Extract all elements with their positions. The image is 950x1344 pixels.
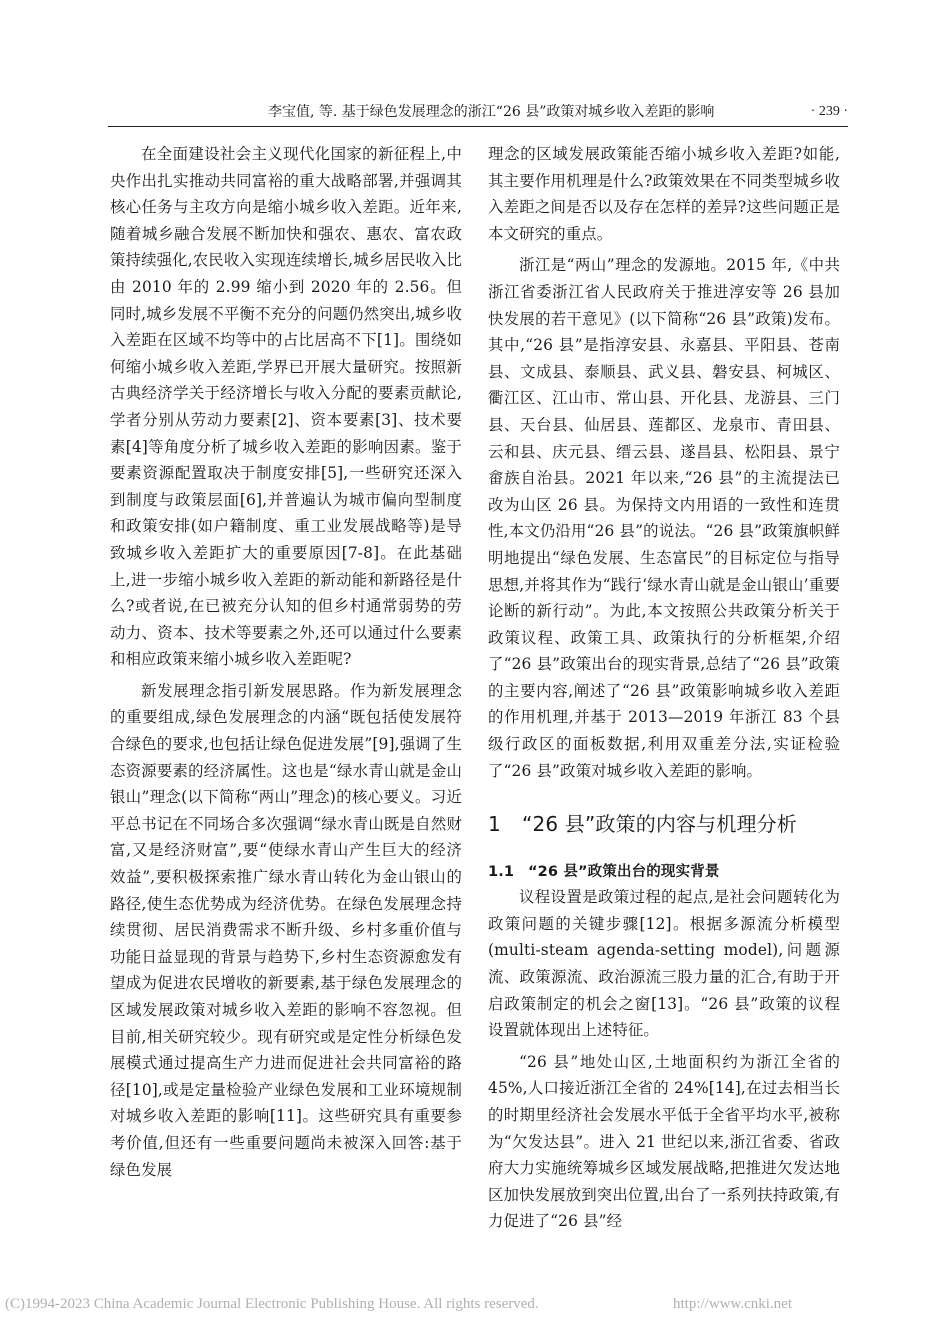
running-header	[108, 100, 848, 127]
subsection-title: “26 县”政策出台的现实背景	[528, 864, 720, 881]
paragraph: 理念的区域发展政策能否缩小城乡收入差距?如能,其主要作用机理是什么?政策效果在不同类型城乡收入差距之间是否以及存在怎样的差异?这些问题正是本文研究的重点。	[488, 145, 840, 243]
running-title: 李宝值, 等. 基于绿色发展理念的浙江“26 县”政策对城乡收入差距的影响	[268, 104, 715, 120]
paragraph: 新发展理念指引新发展思路。作为新发展理念的重要组成,绿色发展理念的内涵“既包括使发展符合绿色的要求,也包括让绿色促进发展”[9],强调了生态资源要素的经济属性。这也是“绿水青山就是金山银山”理念(以下简称“两山”理念)的核心要义。习近平总书记在不同场合多次强调“绿水青山既是自然财富,又是经济财富”,要“使绿水青山产生巨大的经济效益”,要积极探索推广绿水青山转化为金山银山的路径,使生态优势成为经济优势。在绿色发展理念持续贯彻、居民消费需求不断升级、乡村多重价值与功能日益显现的背景与趋势下,乡村生态资源愈发有望成为促进农民增收的新要素,基于绿色发展理念的区域发展政策对城乡收入差距的影响不容忽视。但目前,相关研究较少。现有研究或是定性分析绿色发展模式通过提高生产力进而促进社会共同富裕的路径[10],或是定量检验产业绿色发展和工业环境规制对城乡收入差距的影响[11]。这些研究具有重要参考价值,但还有一些重要问题尚未被深入回答:基于绿色发展	[110, 681, 462, 1179]
right-column	[488, 141, 840, 1235]
section-title: “26 县”政策的内容与机理分析	[522, 812, 797, 837]
subsection-number: 1.1	[488, 864, 515, 881]
paragraph: 议程设置是政策过程的起点,是社会问题转化为政策问题的关键步骤[12]。根据多源流分析模型(multi-steam agenda-setting model),问题源流、政策源流、政治源流三股力量的汇合,有助于开启政策制定的机会之窗[13]。“26 县”政策的议程设置就体现出上述特征。	[488, 888, 840, 1040]
left-column	[110, 141, 462, 1183]
paragraph: 在全面建设社会主义现代化国家的新征程上,中央作出扎实推动共同富裕的重大战略部署,并强调其核心任务与主攻方向是缩小城乡收入差距。近年来,随着城乡融合发展不断加快和强农、惠农、富农政策持续强化,农民收入实现连续增长,城乡居民收入比由 2010 年的 2.99 缩小到 2020 年的 2.56。但同时,城乡发展不平衡不充分的问题仍然突出,城乡收入差距在区域不均等中的占比居高不下[1]。围绕如何缩小城乡收入差距,学界已开展大量研究。按照新古典经济学关于经济增长与收入分配的要素贡献论,学者分别从劳动力要素[2]、资本要素[3]、技术要素[4]等角度分析了城乡收入差距的影响因素。鉴于要素资源配置取决于制度安排[5],一些研究还深入到制度与政策层面[6],并普遍认为城市偏向型制度和政策安排(如户籍制度、重工业发展战略等)是导致城乡收入差距扩大的重要原因[7-8]。在此基础上,进一步缩小城乡收入差距的新动能和新路径是什么?或者说,在已被充分认知的但乡村通常弱势的劳动力、资本、技术等要素之外,还可以通过什么要素和相应政策来缩小城乡收入差距呢?	[110, 145, 462, 669]
copyright-notice: (C)1994-2023 China Academic Journal Electronic Publishing House. All rights reserved.	[5, 1296, 539, 1312]
section-number: 1	[488, 812, 501, 837]
subsection-heading	[488, 860, 840, 884]
paragraph: 浙江是“两山”理念的发源地。2015 年,《中共浙江省委浙江省人民政府关于推进淳安等 26 县加快发展的若干意见》(以下简称“26 县”政策)发布。其中,“26 县”是指淳安县、永嘉县、平阳县、苍南县、文成县、泰顺县、武义县、磐安县、柯城区、衢江区、江山市、常山县、开化县、龙游县、三门县、天台县、仙居县、莲都区、龙泉市、青田县、云和县、庆元县、缙云县、遂昌县、松阳县、景宁畲族自治县。2021 年以来,“26 县”的主流提法已改为山区 26 县。为保持文内用语的一致性和连贯性,本文仍沿用“26 县”的说法。“26 县”政策旗帜鲜明地提出“绿色发展、生态富民”的目标定位与指导思想,并将其作为“践行‘绿水青山就是金山银山’重要论断的新行动”。为此,本文按照公共政策分析关于政策议程、政策工具、政策执行的分析框架,介绍了“26 县”政策出台的现实背景,总结了“26 县”政策的主要内容,阐述了“26 县”政策影响城乡收入差距的作用机理,并基于 2013—2019 年浙江 83 个县级行政区的面板数据,利用双重差分法,实证检验了“26 县”政策对城乡收入差距的影响。	[488, 256, 840, 780]
page-number: · 239 ·	[810, 104, 848, 119]
paragraph: “26 县”地处山区,土地面积约为浙江全省的 45%,人口接近浙江全省的 24%[14],在过去相当长的时期里经济社会发展水平低于全省平均水平,被称为“欠发达县”。进入 21 世纪以来,浙江省委、省政府大力实施统筹城乡区域发展战略,把推进欠发达地区加快发展放到突出位置,出台了一系列扶持政策,有力促进了“26 县”经	[488, 1052, 840, 1231]
section-heading	[488, 810, 840, 838]
website-link[interactable]: http://www.cnki.net	[672, 1296, 792, 1312]
